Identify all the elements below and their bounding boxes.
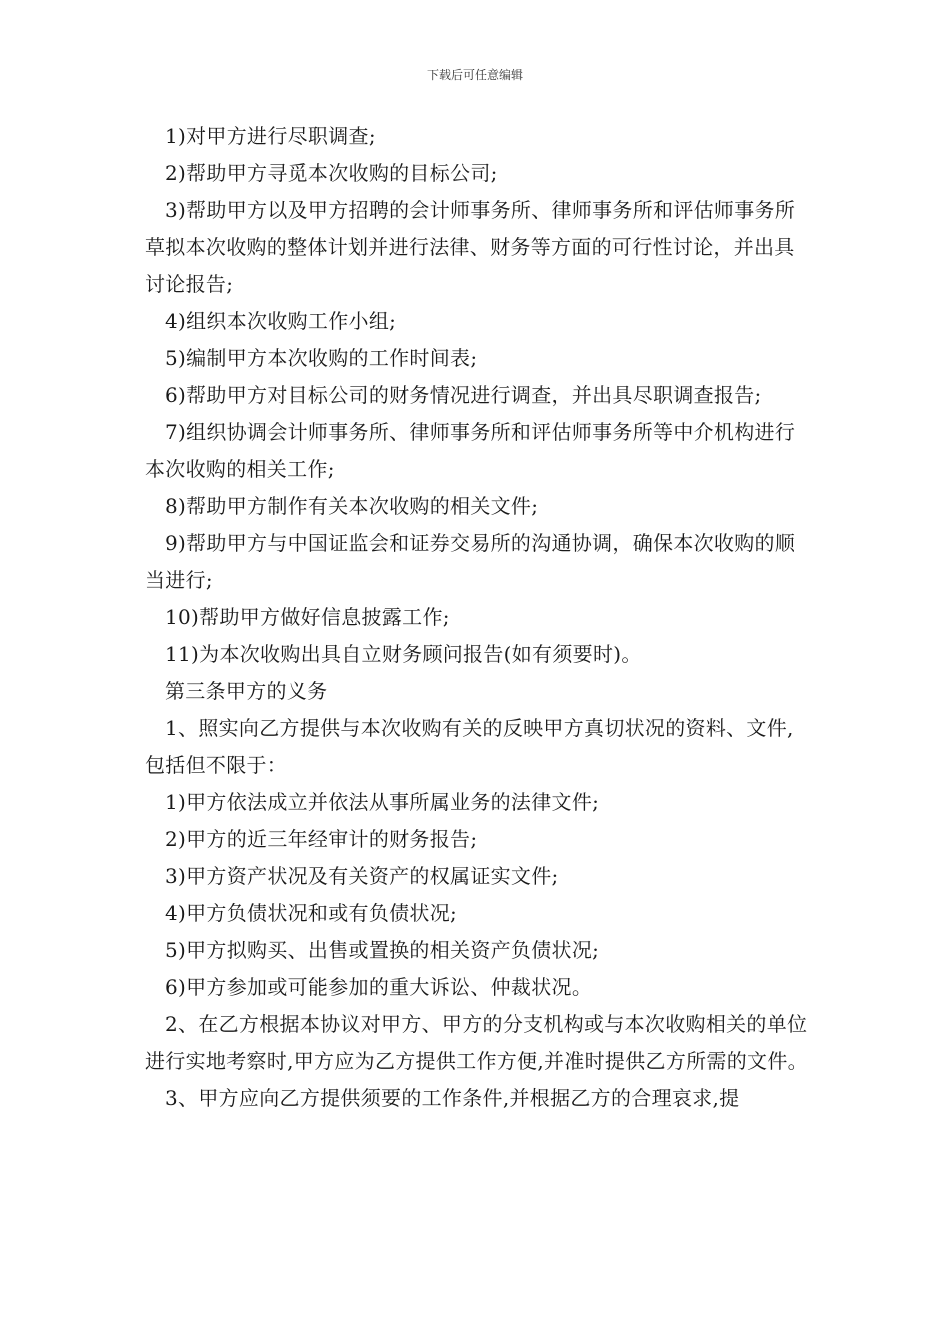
paragraph: 2)帮助甲方寻觅本次收购的目标公司;	[165, 161, 498, 185]
page-header: 下载后可任意编辑	[426, 68, 523, 82]
paragraph: 3、甲方应向乙方提供须要的工作条件,并根据乙方的合理哀求,提	[165, 1086, 740, 1110]
paragraph: 1)甲方依法成立并依法从事所属业务的法律文件;	[165, 790, 600, 814]
paragraph: 3)甲方资产状况及有关资产的权属证实文件;	[165, 864, 559, 888]
document-body	[145, 118, 810, 1117]
paragraph: 5)甲方拟购买、出售或置换的相关资产负债状况;	[165, 938, 600, 962]
paragraph: 10)帮助甲方做好信息披露工作;	[165, 605, 450, 629]
paragraph: 6)帮助甲方对目标公司的财务情况进行调查，并出具尽职调查报告;	[165, 383, 762, 407]
paragraph: 4)甲方负债状况和或有负债状况;	[165, 901, 458, 925]
paragraph: 1)对甲方进行尽职调查;	[165, 124, 376, 148]
paragraph: 8)帮助甲方制作有关本次收购的相关文件;	[165, 494, 539, 518]
paragraph: 1、照实向乙方提供与本次收购有关的反映甲方真切状况的资料、文件,包括但不限于：	[145, 716, 794, 777]
paragraph: 2、在乙方根据本协议对甲方、甲方的分支机构或与本次收购相关的单位进行实地考察时,甲方应为乙方提供工作方便,并准时提供乙方所需的文件。	[145, 1012, 808, 1073]
paragraph: 5)编制甲方本次收购的工作时间表;	[165, 346, 478, 370]
paragraph: 11)为本次收购出具自立财务顾问报告(如有须要时)。	[165, 642, 642, 666]
paragraph: 9)帮助甲方与中国证监会和证券交易所的沟通协调，确保本次收购的顺当进行;	[145, 531, 796, 592]
paragraph: 2)甲方的近三年经审计的财务报告;	[165, 827, 478, 851]
paragraph: 6)甲方参加或可能参加的重大诉讼、仲裁状况。	[165, 975, 593, 999]
paragraph: 3)帮助甲方以及甲方招聘的会计师事务所、律师事务所和评估师事务所草拟本次收购的整体计划并进行法律、财务等方面的可行性讨论，并出具讨论报告;	[145, 198, 796, 296]
section-heading: 第三条甲方的义务	[165, 679, 328, 703]
paragraph: 7)组织协调会计师事务所、律师事务所和评估师事务所等中介机构进行本次收购的相关工作;	[145, 420, 796, 481]
paragraph: 4)组织本次收购工作小组;	[165, 309, 397, 333]
